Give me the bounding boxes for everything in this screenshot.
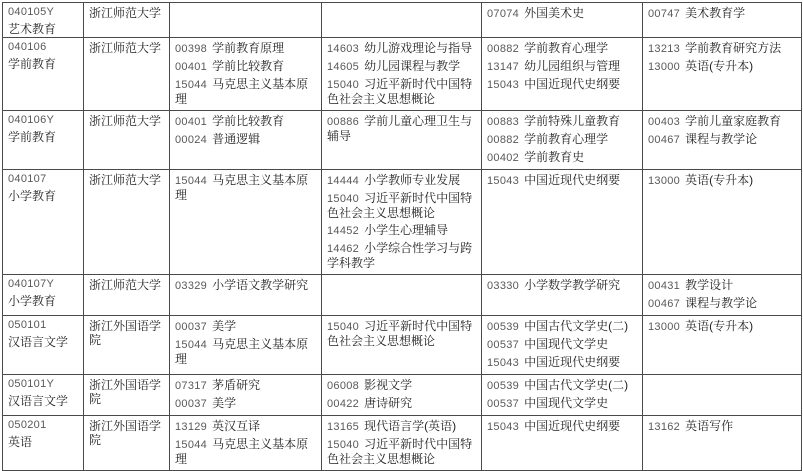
- course-code: 15044: [175, 339, 208, 351]
- course-item: [648, 419, 797, 434]
- school-name: 浙江外国语学院: [89, 378, 162, 406]
- course-item: [648, 41, 797, 56]
- course-name: 茅盾研究: [212, 378, 261, 392]
- course-item: [487, 378, 638, 393]
- cell-exam-4: [643, 170, 802, 275]
- course-code: 13129: [175, 421, 208, 433]
- course-name: 学前教育心理学: [524, 41, 609, 55]
- course-item: [327, 241, 477, 270]
- course-item: [175, 437, 317, 466]
- course-code: 13000: [648, 175, 681, 187]
- cell-exam-4: [643, 3, 802, 38]
- cell-exam-3: [482, 416, 643, 471]
- course-item: [487, 6, 638, 21]
- cell-exam-4: [643, 275, 802, 316]
- cell-major: [3, 275, 84, 316]
- course-item: [327, 223, 477, 238]
- course-item: [487, 41, 638, 56]
- course-code: 00882: [487, 43, 520, 55]
- course-code: 13165: [327, 421, 360, 433]
- cell-exam-2: [322, 38, 482, 111]
- school-name: 浙江师范大学: [89, 114, 162, 128]
- cell-exam-1: [170, 316, 322, 375]
- course-code: 15043: [487, 421, 520, 433]
- exam-schedule-table: [2, 2, 802, 471]
- course-item: [175, 114, 317, 129]
- major-code: 040106: [8, 41, 47, 53]
- course-name: 课程与教学论: [685, 132, 758, 146]
- course-name: 马克思主义基本原理: [175, 77, 309, 106]
- cell-exam-1: [170, 170, 322, 275]
- course-name: 英语(专升本): [685, 59, 754, 73]
- course-code: 00401: [175, 116, 208, 128]
- course-code: 15043: [487, 357, 520, 369]
- course-name: 中国近现代史纲要: [524, 77, 621, 91]
- course-item: [487, 59, 638, 74]
- course-item: [487, 355, 638, 370]
- course-code: 14444: [327, 175, 360, 187]
- major-code: 050101Y: [8, 378, 55, 390]
- cell-exam-2: [322, 375, 482, 416]
- school-name: 浙江师范大学: [89, 278, 162, 292]
- course-name: 习近平新时代中国特色社会主义思想概论: [327, 191, 473, 220]
- cell-exam-1: [170, 375, 322, 416]
- school-name: 浙江师范大学: [89, 173, 162, 187]
- course-name: 小学生心理辅导: [364, 223, 449, 237]
- cell-exam-4: [643, 38, 802, 111]
- table-row: [3, 316, 802, 375]
- course-name: 习近平新时代中国特色社会主义思想概论: [327, 437, 473, 466]
- course-name: 美学: [212, 319, 237, 333]
- course-code: 13000: [648, 61, 681, 73]
- course-name: 习近平新时代中国特色社会主义思想概论: [327, 319, 473, 348]
- course-code: 00539: [487, 321, 520, 333]
- exam-schedule-page: [0, 2, 803, 466]
- course-code: 00467: [648, 298, 681, 310]
- major-code: 040106Y: [8, 114, 55, 126]
- course-item: [648, 59, 797, 74]
- course-item: [175, 173, 317, 202]
- cell-school: [84, 170, 170, 275]
- cell-exam-3: [482, 375, 643, 416]
- course-item: [327, 378, 477, 393]
- course-item: [175, 319, 317, 334]
- course-item: [487, 132, 638, 147]
- cell-exam-1: [170, 3, 322, 38]
- course-code: 15044: [175, 175, 208, 187]
- course-code: 00403: [648, 116, 681, 128]
- course-name: 中国近现代史纲要: [524, 419, 621, 433]
- course-code: 15040: [327, 439, 360, 451]
- course-code: 07074: [487, 8, 520, 20]
- major-name: 小学教育: [8, 189, 57, 203]
- course-name: 学前儿童心理卫生与辅导: [327, 114, 473, 143]
- school-name: 浙江师范大学: [89, 41, 162, 55]
- course-code: 15040: [327, 79, 360, 91]
- course-code: 07317: [175, 380, 208, 392]
- course-item: [327, 41, 477, 56]
- course-code: 00024: [175, 134, 208, 146]
- cell-school: [84, 416, 170, 471]
- course-name: 马克思主义基本原理: [175, 337, 309, 366]
- course-item: [487, 278, 638, 293]
- course-name: 马克思主义基本原理: [175, 173, 309, 202]
- cell-major: [3, 3, 84, 38]
- course-name: 中国现代文学史: [524, 337, 609, 351]
- course-code: 00037: [175, 321, 208, 333]
- course-code: 13000: [648, 321, 681, 333]
- major-name: 汉语言文学: [8, 394, 69, 408]
- course-item: [648, 319, 797, 334]
- course-item: [487, 419, 638, 434]
- course-item: [487, 337, 638, 352]
- course-code: 15040: [327, 321, 360, 333]
- course-item: [327, 59, 477, 74]
- course-code: 00747: [648, 8, 681, 20]
- course-code: 00537: [487, 339, 520, 351]
- course-code: 00537: [487, 398, 520, 410]
- major-name: 学前教育: [8, 130, 57, 144]
- major-code: 040105Y: [8, 6, 55, 18]
- cell-exam-2: [322, 416, 482, 471]
- table-row: [3, 170, 802, 275]
- course-item: [487, 396, 638, 411]
- course-item: [175, 59, 317, 74]
- course-code: 03330: [487, 280, 520, 292]
- course-name: 幼儿园课程与教学: [364, 59, 461, 73]
- cell-school: [84, 3, 170, 38]
- table-row: [3, 111, 802, 170]
- course-name: 小学数学教学研究: [524, 278, 621, 292]
- school-name: 浙江师范大学: [89, 6, 162, 20]
- course-name: 学前儿童家庭教育: [685, 114, 782, 128]
- course-item: [175, 41, 317, 56]
- course-item: [487, 173, 638, 188]
- table-row: [3, 275, 802, 316]
- course-code: 00539: [487, 380, 520, 392]
- course-name: 幼儿园组织与管理: [524, 59, 621, 73]
- cell-exam-4: [643, 375, 802, 416]
- course-item: [327, 173, 477, 188]
- course-name: 学前教育史: [524, 150, 585, 164]
- table-row: [3, 416, 802, 471]
- course-name: 马克思主义基本原理: [175, 437, 309, 466]
- course-name: 学前比较教育: [212, 59, 285, 73]
- cell-exam-3: [482, 275, 643, 316]
- cell-exam-4: [643, 111, 802, 170]
- school-name: 浙江外国语学院: [89, 319, 162, 347]
- course-item: [327, 419, 477, 434]
- course-code: 15043: [487, 175, 520, 187]
- cell-school: [84, 275, 170, 316]
- course-name: 学前教育原理: [212, 41, 285, 55]
- cell-school: [84, 375, 170, 416]
- course-name: 学前教育研究方法: [685, 41, 782, 55]
- course-item: [487, 150, 638, 165]
- cell-exam-3: [482, 170, 643, 275]
- major-code: 040107Y: [8, 278, 55, 290]
- course-name: 学前比较教育: [212, 114, 285, 128]
- cell-major: [3, 316, 84, 375]
- course-code: 15044: [175, 439, 208, 451]
- course-name: 小学教师专业发展: [364, 173, 461, 187]
- course-name: 幼儿游戏理论与指导: [364, 41, 473, 55]
- course-name: 课程与教学论: [685, 296, 758, 310]
- course-code: 14603: [327, 43, 360, 55]
- major-code: 050201: [8, 419, 47, 431]
- cell-exam-2: [322, 316, 482, 375]
- cell-exam-2: [322, 111, 482, 170]
- course-code: 03329: [175, 280, 208, 292]
- cell-exam-2: [322, 3, 482, 38]
- cell-exam-2: [322, 170, 482, 275]
- course-name: 中国近现代史纲要: [524, 173, 621, 187]
- cell-major: [3, 38, 84, 111]
- course-name: 学前特殊儿童教育: [524, 114, 621, 128]
- course-name: 英语(专升本): [685, 319, 754, 333]
- cell-exam-1: [170, 38, 322, 111]
- cell-major: [3, 111, 84, 170]
- major-code: 050101: [8, 319, 47, 331]
- course-name: 中国近现代史纲要: [524, 355, 621, 369]
- course-code: 00402: [487, 152, 520, 164]
- course-name: 美学: [212, 396, 237, 410]
- course-item: [648, 6, 797, 21]
- course-name: 小学语文教学研究: [212, 278, 309, 292]
- course-code: 14452: [327, 225, 360, 237]
- course-name: 现代语言学(英语): [364, 419, 457, 433]
- course-item: [327, 114, 477, 143]
- course-name: 英语写作: [685, 419, 734, 433]
- course-code: 00882: [487, 134, 520, 146]
- course-code: 15040: [327, 193, 360, 205]
- course-name: 习近平新时代中国特色社会主义思想概论: [327, 77, 473, 106]
- course-item: [175, 278, 317, 293]
- course-item: [175, 419, 317, 434]
- course-code: 13162: [648, 421, 681, 433]
- course-name: 中国古代文学史(二): [524, 319, 629, 333]
- course-code: 14462: [327, 243, 360, 255]
- course-code: 00431: [648, 280, 681, 292]
- course-item: [327, 437, 477, 466]
- table-row: [3, 375, 802, 416]
- major-name: 小学教育: [8, 294, 57, 308]
- cell-major: [3, 170, 84, 275]
- course-code: 13147: [487, 61, 520, 73]
- cell-exam-4: [643, 416, 802, 471]
- cell-school: [84, 38, 170, 111]
- course-name: 英汉互译: [212, 419, 261, 433]
- major-name: 艺术教育: [8, 22, 57, 36]
- course-code: 00883: [487, 116, 520, 128]
- course-name: 英语(专升本): [685, 173, 754, 187]
- course-name: 外国美术史: [524, 6, 585, 20]
- course-item: [648, 114, 797, 129]
- cell-exam-3: [482, 3, 643, 38]
- cell-exam-1: [170, 111, 322, 170]
- course-item: [327, 77, 477, 106]
- cell-major: [3, 416, 84, 471]
- course-code: 14605: [327, 61, 360, 73]
- cell-exam-1: [170, 275, 322, 316]
- course-item: [648, 173, 797, 188]
- course-name: 小学综合性学习与跨学科教学: [327, 241, 473, 270]
- course-item: [487, 114, 638, 129]
- course-code: 00398: [175, 43, 208, 55]
- course-item: [648, 278, 797, 293]
- course-code: 15043: [487, 79, 520, 91]
- course-code: 00467: [648, 134, 681, 146]
- course-item: [327, 319, 477, 348]
- major-code: 040107: [8, 173, 47, 185]
- cell-exam-4: [643, 316, 802, 375]
- table-row: [3, 38, 802, 111]
- course-name: 影视文学: [364, 378, 413, 392]
- course-name: 中国古代文学史(二): [524, 378, 629, 392]
- course-name: 美术教育学: [685, 6, 746, 20]
- course-item: [648, 296, 797, 311]
- course-code: 00401: [175, 61, 208, 73]
- course-item: [327, 191, 477, 220]
- course-name: 中国现代文学史: [524, 396, 609, 410]
- course-item: [175, 77, 317, 106]
- course-code: 06008: [327, 380, 360, 392]
- course-name: 教学设计: [685, 278, 734, 292]
- course-code: 00037: [175, 398, 208, 410]
- table-row: [3, 3, 802, 38]
- major-name: 汉语言文学: [8, 335, 69, 349]
- cell-exam-1: [170, 416, 322, 471]
- course-name: 学前教育心理学: [524, 132, 609, 146]
- major-name: 英语: [8, 435, 33, 449]
- cell-exam-3: [482, 38, 643, 111]
- course-item: [175, 378, 317, 393]
- course-code: 00886: [327, 116, 360, 128]
- cell-major: [3, 375, 84, 416]
- course-code: 15044: [175, 79, 208, 91]
- course-item: [648, 132, 797, 147]
- cell-exam-3: [482, 316, 643, 375]
- course-item: [175, 337, 317, 366]
- course-name: 唐诗研究: [364, 396, 413, 410]
- cell-exam-3: [482, 111, 643, 170]
- course-code: 00422: [327, 398, 360, 410]
- course-name: 普通逻辑: [212, 132, 261, 146]
- cell-school: [84, 316, 170, 375]
- cell-school: [84, 111, 170, 170]
- course-code: 13213: [648, 43, 681, 55]
- course-item: [487, 77, 638, 92]
- cell-exam-2: [322, 275, 482, 316]
- major-name: 学前教育: [8, 57, 57, 71]
- course-item: [327, 396, 477, 411]
- course-item: [175, 132, 317, 147]
- school-name: 浙江外国语学院: [89, 419, 162, 447]
- course-item: [487, 319, 638, 334]
- course-item: [175, 396, 317, 411]
